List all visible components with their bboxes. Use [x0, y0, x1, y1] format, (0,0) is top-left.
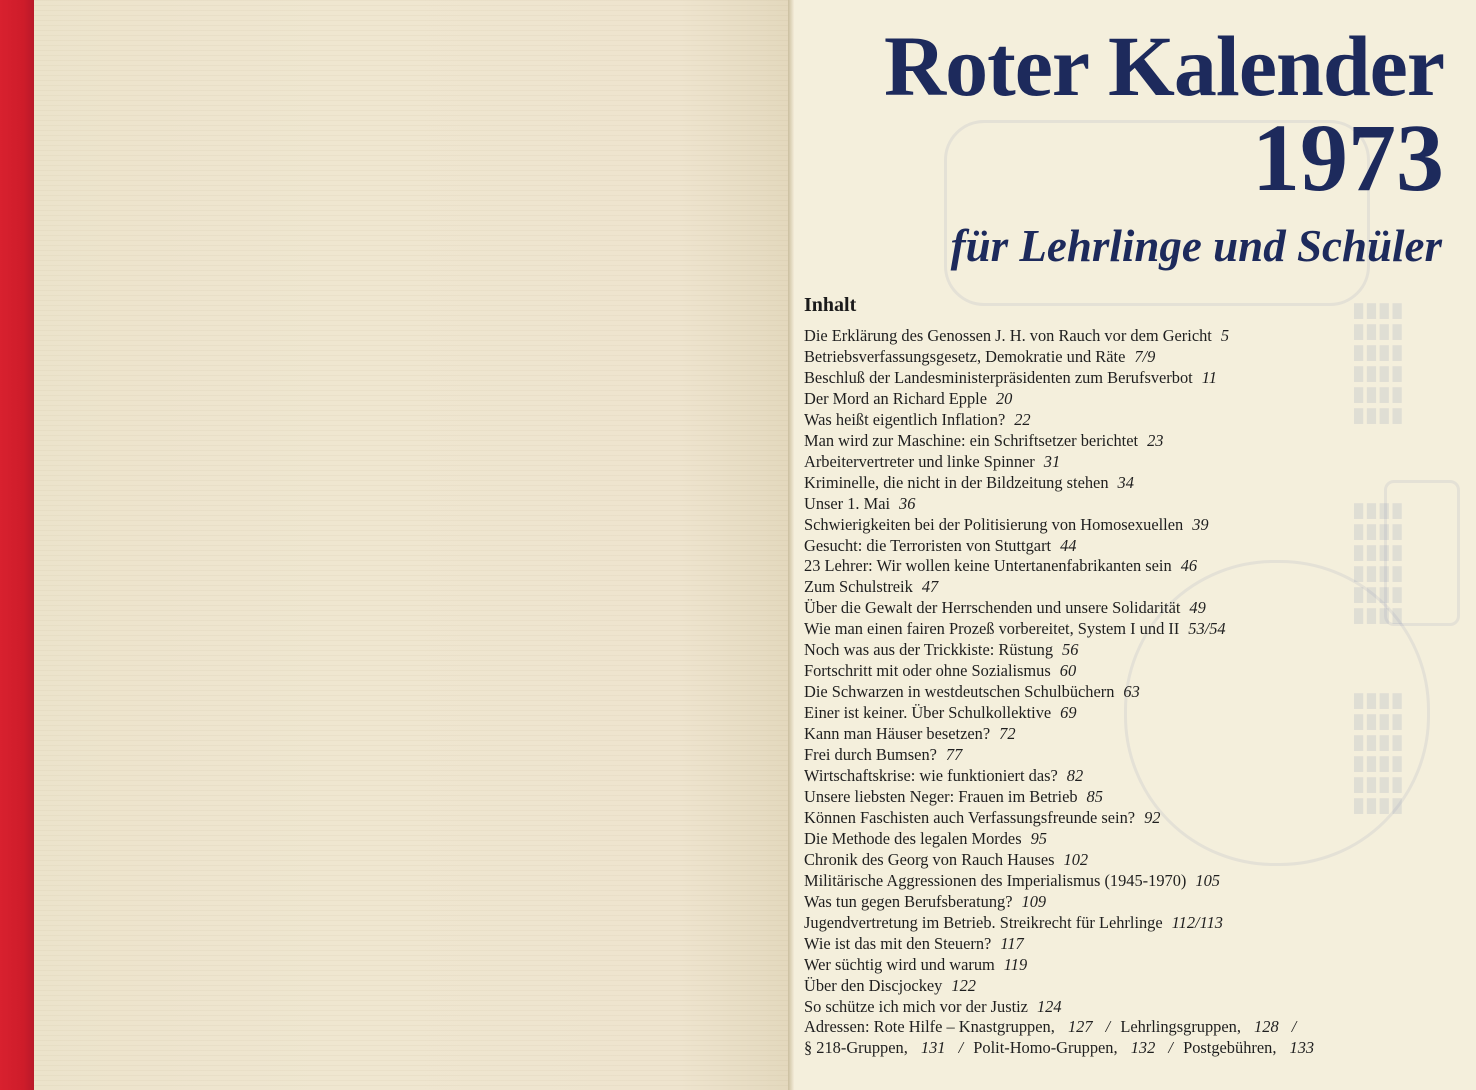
toc-entry-title: Können Faschisten auch Verfassungsfreunde sein?	[804, 807, 1136, 827]
toc-entry-page: 117	[1000, 933, 1024, 953]
toc-entry-title: Kann man Häuser besetzen?	[804, 724, 991, 744]
toc-entry	[804, 976, 1454, 997]
toc-entry	[804, 934, 1454, 955]
toc-entry-title: Zum Schulstreik	[804, 577, 913, 597]
toc-entry-page: 69	[1060, 703, 1077, 723]
toc-entry-title: Adressen: Rote Hilfe – Knastgruppen,	[804, 1017, 1055, 1037]
toc-entry-title: Über den Discjockey	[804, 975, 943, 995]
toc-entry-page: 53/54	[1188, 619, 1226, 639]
toc-entry-title: 23 Lehrer: Wir wollen keine Untertanenfabrikanten sein	[804, 556, 1172, 576]
toc-entry-title: Militärische Aggressionen des Imperialismus (1945-1970)	[804, 870, 1187, 890]
toc-entry-page: 109	[1021, 891, 1047, 911]
toc-entry	[804, 661, 1454, 682]
toc-entry-title: Man wird zur Maschine: ein Schriftsetzer berichtet	[804, 430, 1139, 450]
toc-entry-title: Jugendvertretung im Betrieb. Streikrecht für Lehrlinge	[804, 912, 1163, 932]
toc-entry-page: 47	[921, 577, 939, 597]
toc-entry-page: 49	[1189, 598, 1206, 618]
table-of-contents	[804, 326, 1454, 1059]
toc-entry	[804, 598, 1454, 619]
toc-entry-page: 31	[1043, 451, 1061, 471]
toc-separator: /	[1105, 1017, 1111, 1037]
toc-entry-title: Lehrlingsgruppen,	[1120, 1017, 1241, 1037]
toc-entry-page: 44	[1060, 535, 1077, 555]
toc-entry-page: 60	[1059, 661, 1077, 681]
toc-entry-page: 63	[1123, 682, 1140, 702]
toc-entry-title: So schütze ich mich vor der Justiz	[804, 996, 1028, 1016]
toc-address-line-2	[804, 1038, 1454, 1059]
toc-entry-title: Über die Gewalt der Herrschenden und unsere Solidarität	[804, 598, 1181, 618]
toc-entry	[804, 452, 1454, 473]
red-spine	[0, 0, 34, 1090]
toc-entry-page: 131	[920, 1038, 946, 1058]
toc-entry	[804, 913, 1454, 934]
toc-entry	[804, 640, 1454, 661]
toc-entry	[804, 389, 1454, 410]
toc-entry-title: Fortschritt mit oder ohne Sozialismus	[804, 661, 1051, 681]
toc-entry	[804, 619, 1454, 640]
toc-entry-page: 11	[1201, 367, 1217, 387]
toc-entry-page: 5	[1220, 326, 1230, 345]
toc-entry-title: Schwierigkeiten bei der Politisierung von Homosexuellen	[804, 514, 1184, 534]
toc-entry	[804, 368, 1454, 389]
toc-entry-title: Wie ist das mit den Steuern?	[804, 933, 992, 953]
toc-entry-title: Frei durch Bumsen?	[804, 745, 937, 765]
toc-entry-page: 95	[1030, 828, 1047, 848]
toc-entry	[804, 745, 1454, 766]
toc-entry-page: 7/9	[1134, 346, 1156, 366]
toc-entry	[804, 347, 1454, 368]
toc-entry-page: 22	[1014, 409, 1031, 429]
toc-entry-title: Wer süchtig wird und warum	[804, 954, 995, 974]
toc-entry	[804, 850, 1454, 871]
toc-entry	[804, 536, 1454, 557]
toc-entry-title: Wie man einen fairen Prozeß vorbereitet, System I und II	[804, 619, 1180, 639]
toc-entry-title: Noch was aus der Trickkiste: Rüstung	[804, 640, 1054, 660]
toc-entry-page: 56	[1062, 640, 1079, 660]
toc-entry	[804, 577, 1454, 598]
toc-entry-page: 20	[995, 388, 1013, 408]
toc-separator: /	[1291, 1017, 1297, 1037]
toc-entry-title: Unsere liebsten Neger: Frauen im Betrieb	[804, 786, 1078, 806]
toc-entry-page: 34	[1117, 472, 1134, 492]
toc-entry-page: 124	[1036, 996, 1062, 1016]
toc-entry-page: 122	[951, 975, 976, 995]
toc-entry	[804, 494, 1454, 515]
toc-entry-title: Die Methode des legalen Mordes	[804, 828, 1022, 848]
book-title: Roter Kalender	[884, 18, 1444, 114]
book-year: 1973	[1252, 104, 1444, 211]
toc-entry-title: Wirtschaftskrise: wie funktioniert das?	[804, 766, 1058, 786]
toc-entry-page: 39	[1192, 514, 1209, 534]
toc-entry-title: Arbeitervertreter und linke Spinner	[804, 451, 1035, 471]
toc-entry-page: 46	[1180, 556, 1198, 576]
book-subtitle: für Lehrlinge und Schüler	[950, 221, 1442, 271]
toc-entry-page: 112/113	[1171, 912, 1223, 932]
toc-entry	[804, 829, 1454, 850]
toc-entry-title: Beschluß der Landesministerpräsidenten zum Berufsverbot	[804, 367, 1193, 387]
toc-entry-title: Unser 1. Mai	[804, 493, 891, 513]
toc-entry-page: 127	[1067, 1017, 1093, 1037]
toc-entry-title: Was heißt eigentlich Inflation?	[804, 409, 1006, 429]
toc-entry	[804, 556, 1454, 577]
toc-entry	[804, 431, 1454, 452]
toc-entry-page: 132	[1130, 1038, 1156, 1058]
toc-entry-title: Gesucht: die Terroristen von Stuttgart	[804, 535, 1052, 555]
toc-entry-title: Die Schwarzen in westdeutschen Schulbüchern	[804, 682, 1115, 702]
toc-entry	[804, 473, 1454, 494]
toc-entry-title: Kriminelle, die nicht in der Bildzeitung stehen	[804, 472, 1109, 492]
toc-entry	[804, 955, 1454, 976]
toc-entry-page: 72	[999, 724, 1016, 744]
contents-heading: Inhalt	[804, 294, 857, 316]
toc-entry	[804, 703, 1454, 724]
toc-entry-page: 102	[1063, 849, 1089, 869]
toc-entry-page: 105	[1195, 870, 1220, 890]
bleed-through-grid: █ █ █ █ █ █ █ █ █ █ █ █ █ █ █ █ █ █ █ █ █ █ █ █	[1354, 303, 1402, 423]
toc-entry	[804, 892, 1454, 913]
toc-entry-page: 85	[1086, 786, 1103, 806]
toc-entry	[804, 515, 1454, 536]
toc-separator: /	[1168, 1038, 1173, 1058]
toc-entry	[804, 997, 1454, 1018]
toc-entry-page: 128	[1254, 1017, 1279, 1037]
toc-entry-title: Die Erklärung des Genossen J. H. von Rauch vor dem Gericht	[804, 326, 1212, 345]
toc-entry	[804, 787, 1454, 808]
bleed-through-grid: █ █ █ █ █ █ █ █ █ █ █ █ █ █ █ █ █ █ █ █ █ █ █ █	[1354, 693, 1402, 813]
toc-entry	[804, 410, 1454, 431]
toc-address-line-1	[804, 1017, 1454, 1038]
toc-entry-page: 82	[1066, 766, 1084, 786]
bleed-through-grid: █ █ █ █ █ █ █ █ █ █ █ █ █ █ █ █ █ █ █ █ █ █ █ █	[1354, 503, 1402, 623]
toc-separator: /	[958, 1038, 964, 1058]
toc-entry-title: Chronik des Georg von Rauch Hauses	[804, 849, 1055, 869]
toc-entry-title: Was tun gegen Berufsberatung?	[804, 891, 1013, 911]
toc-entry-title: Betriebsverfassungsgesetz, Demokratie und Räte	[804, 346, 1126, 366]
toc-entry	[804, 871, 1454, 892]
toc-entry-page: 92	[1144, 807, 1161, 827]
blank-left-page	[34, 0, 792, 1090]
toc-entry-page: 77	[945, 745, 963, 765]
toc-entry-page: 133	[1289, 1038, 1315, 1058]
toc-entry	[804, 766, 1454, 787]
toc-entry-title: § 218-Gruppen,	[804, 1038, 908, 1058]
toc-entry-title: Der Mord an Richard Epple	[804, 388, 987, 408]
toc-entry-page: 119	[1003, 954, 1028, 974]
toc-entry-page: 36	[899, 493, 916, 513]
toc-entry	[804, 326, 1454, 347]
toc-entry-title: Einer ist keiner. Über Schulkollektive	[804, 703, 1052, 723]
toc-entry	[804, 808, 1454, 829]
toc-entry	[804, 724, 1454, 745]
contents-page	[794, 0, 1476, 1090]
toc-entry-title: Postgebühren,	[1183, 1038, 1277, 1058]
toc-entry-title: Polit-Homo-Gruppen,	[973, 1038, 1118, 1058]
toc-entry	[804, 682, 1454, 703]
toc-entry-page: 23	[1147, 430, 1164, 450]
